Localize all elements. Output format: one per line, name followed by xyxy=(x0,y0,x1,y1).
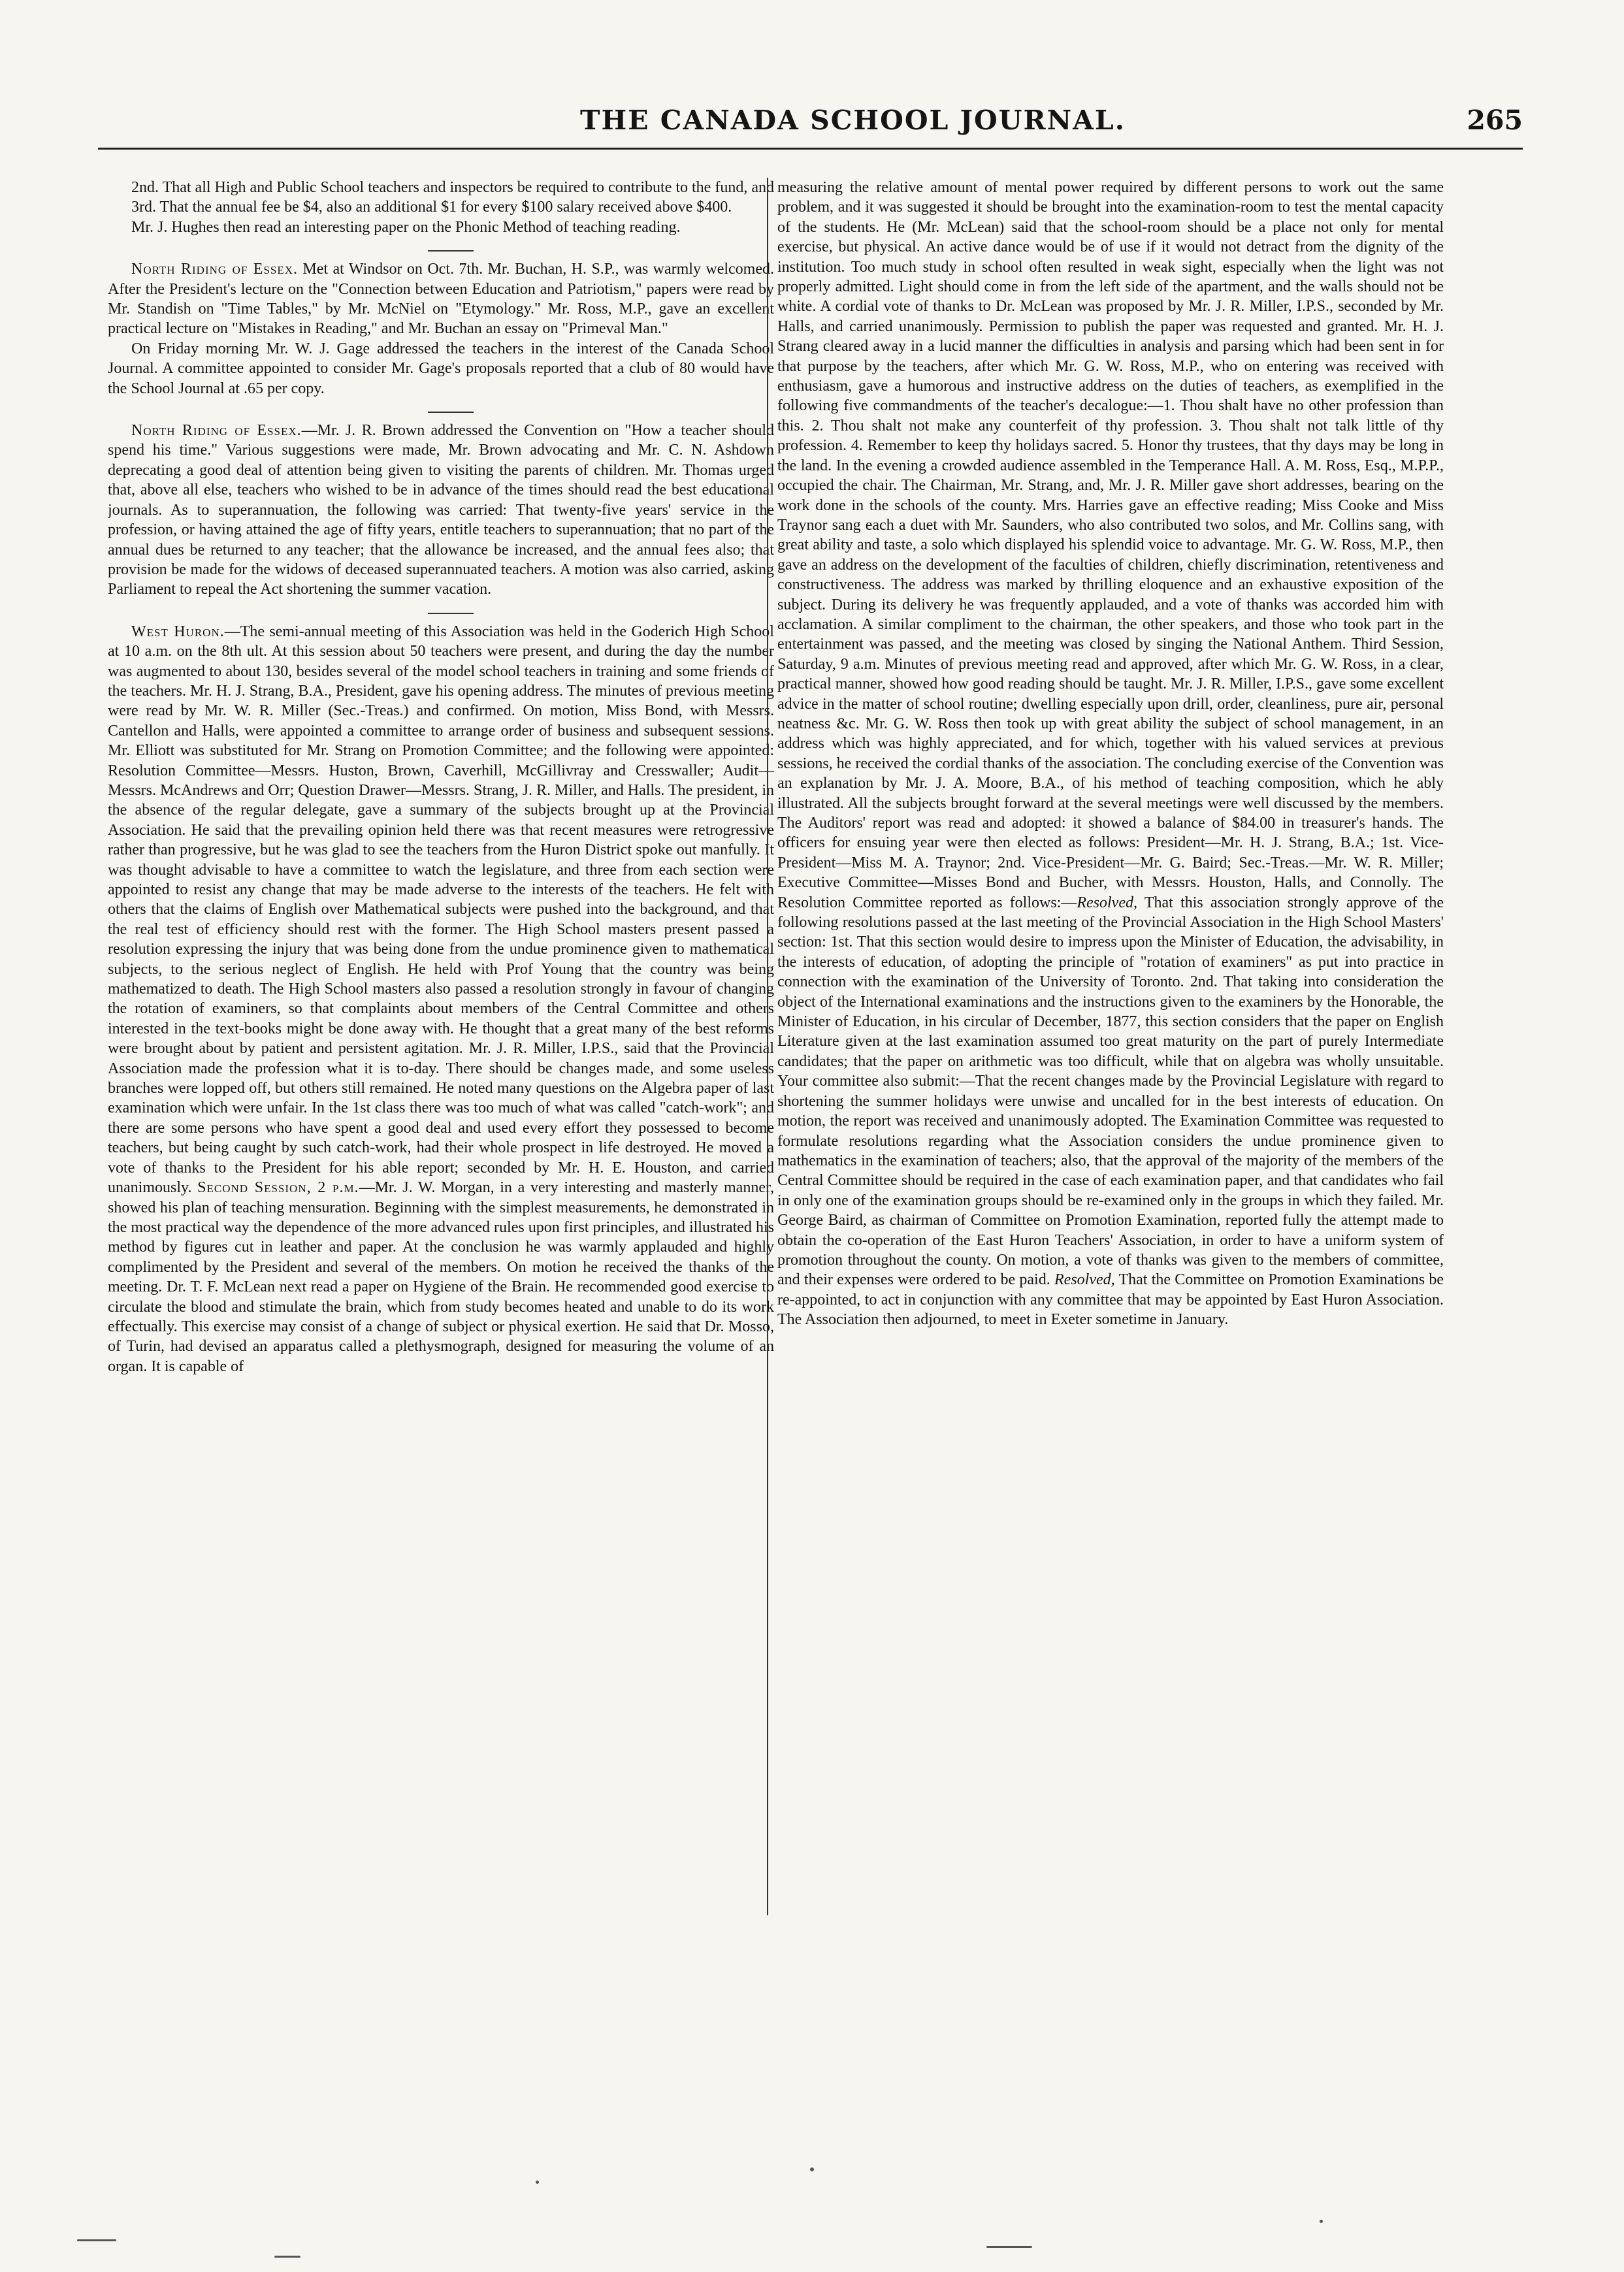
paragraph-body: —Mr. J. W. Morgan, in a very interesting and masterly manner, showed his plan of teaching mensuration. Beginning with the simplest measurements, he demonstrated in the most practical way the dependence of the more advanced rules upon first principles, and illustrated his method by figures cut in leather and paper. At the conclusion he was warmly applauded and highly complimented by the President and several of the members. On motion he received the thanks of the meeting. Dr. T. F. McLean next read a paper on Hygiene of the Brain. He recommended good exercise to circulate the blood and stimulate the brain, which from study becomes heated and unable to do its work effectually. This exercise may consist of a change of subject or physical exertion. He said that Dr. Mosso, of Turin, had devised an apparatus called a plethysmograph, designed for measuring the volume of an organ. It is capable of xyxy=(108,1179,774,1375)
scan-speck xyxy=(536,2181,539,2184)
section-heading: North Riding of Essex. xyxy=(131,422,302,440)
west-huron-report xyxy=(108,613,774,1376)
paragraph-body: That this association strongly approve of the following resolutions passed at the last meeting of the Provincial Association in the High School Masters' section: 1st. That this section would desire to impress upon the Minister of Education, the advisability, in the interests of education, of adopting the principle of "rotation of examiners" as put into practice in connection with the examination of the University of Toronto. 2nd. That taking into consideration the object of the International examinations and the instructions given to the examiners by the Honorable, the Minister of Education, in his circular of December, 1877, this section considers that the paper on English Literature given at the last examination assumed too great maturity on the part of purely Intermediate candidates; that the paper on arithmetic was too difficult, while that on algebra was wholly unsuitable. Your committee also submit:—That the recent changes made by the Provincial Legislature with regard to shortening the summer holidays were unwise and uncalled for in the best interests of education. On motion, the report was received and unanimously adopted. The Examination Committee was requested to formulate resolutions regarding what the Association considers the undue prominence given to mathematics in the examination of teachers; also, that the approval of the majority of the members of the Central Committee should be required in the case of each examination paper, and that candidates who fail in only one of the examination groups should be re-examined only in the groups in which they failed. Mr. George Baird, as chairman of Committee on Promotion Examination, reported fully the attempt made to obtain the co-operation of the East Huron Teachers' Association, in order to have a uniform system of promotion throughout the county. On motion, a vote of thanks was given to the members of committee, and their expenses were ordered to be paid. xyxy=(777,894,1444,1289)
paragraph xyxy=(108,421,774,600)
paragraph-body: —The semi-annual meeting of this Association was held in the Goderich High School at 10 a.m. on the 8th ult. At this session about 50 teachers were present, and during the day the number was augmented to about 130, besides several of the model school teachers in training and some friends of the teachers. Mr. H. J. Strang, B.A., President, gave his opening address. The minutes of previous meeting were read by Mr. W. R. Miller (Sec.-Treas.) and confirmed. On motion, Miss Bond, with Messrs. Cantellon and Halls, were appointed a committee to arrange order of business and subsequent sessions. Mr. Elliott was substituted for Mr. Strang on Promotion Committee; and the following were appointed: Resolution Committee—Messrs. Huston, Brown, Caverhill, McGillivray and Cresswaller; Audit—Messrs. McAndrews and Orr; Question Drawer—Messrs. Strang, J. R. Miller, and Halls. The president, in the absence of the regular delegate, gave a summary of the subjects brought up at the Provincial Association. He said that the prevailing opinion held there was that recent measures were retrogressive rather than progressive, but he was glad to see the teachers from the Huron District spoke out manfully. It was thought advisable to have a committee to watch the legislature, and three from each section were appointed to resist any change that may be made adverse to the interests of the teachers. He felt with others that the claims of English over Mathematical subjects were pushed into the background, and that the real test of efficiency should rest with the former. The High School masters present passed a resolution expressing the injury that was being done from the undue prominence given to mathematical subjects, to the serious neglect of English. He held with Prof Young that the country was being mathematized to death. The High School masters also passed a resolution strongly in favour of changing the rotation of examiners, so that complaints about members of the Central Committee and others interested in the text-books might be done away with. He thought that a great many of the best reforms were brought about by patient and persistent agitation. Mr. J. R. Miller, I.P.S., said that the Provincial Association made the profession what it is to-day. There should be changes made, and some useless branches were lopped off, but others still remained. He noted many questions on the Algebra paper of last examination which were unfair. In the 1st class there was too much of what was called "catch-work"; and there are some persons who have spent a good deal and used every effort they possessed to become teachers, but being caught by such catch-work, had their whole prospect in life destroyed. He moved a vote of thanks to the President for his able report; seconded by Mr. H. E. Houston, and carried unanimously. xyxy=(108,623,774,1197)
north-riding-essex-convention xyxy=(108,412,774,600)
north-riding-essex-report xyxy=(108,250,774,398)
paragraph: 3rd. That the annual fee be $4, also an additional $1 for every $100 salary received above $400. xyxy=(131,199,732,216)
paragraph-body: Met at Windsor on Oct. 7th. Mr. Buchan, H. S.P., was warmly welcomed. After the President's lecture on the "Connection between Education and Patriotism," papers were read by Mr. Standish on "Time Tables," by Mr. McNiel on "Etymology." Mr. Ross, M.P., gave an excellent practical lecture on "Mistakes in Reading," and Mr. Buchan an essay on "Primeval Man." xyxy=(108,261,774,338)
paragraph xyxy=(108,259,774,339)
right-column xyxy=(777,178,1444,2059)
paragraph: On Friday morning Mr. W. J. Gage addressed the teachers in the interest of the Canada School Journal. A committee appointed to consider Mr. Gage's proposals reported that a club of 80 would have the School Journal at .65 per copy. xyxy=(108,340,774,397)
section-heading: North Riding of Essex. xyxy=(131,261,298,278)
scan-speck xyxy=(77,2239,116,2241)
scan-speck xyxy=(986,2246,1032,2248)
paragraph-body: That the Committee on Promotion Examinations be re-appointed, to act in conjunction with any committee that may be appointed by East Huron Association. The Association then adjourned, to meet in Exeter sometime in January. xyxy=(777,1271,1444,1329)
paragraph: Mr. J. Hughes then read an interesting paper on the Phonic Method of teaching reading. xyxy=(131,218,681,236)
scan-speck xyxy=(274,2256,300,2258)
paragraph-body: measuring the relative amount of mental power required by different persons to work out the same problem, and it was suggested it should be brought into the examination-room to test the mental capacity of the students. He (Mr. McLean) said that the school-room should be a place not only for mental exercise, but physical. An active dance would be of use if it would not detract from the dignity of the institution. Too much study in school often resulted in weak sight, especially when the light was not properly admitted. Light should come in from the left side of the apartment, and the walls should not be white. A cordial vote of thanks to Dr. McLean was proposed by Mr. J. R. Miller, I.P.S., seconded by Mr. Halls, and carried unanimously. Permission to publish the paper was requested and granted. Mr. H. J. Strang cleared away in a lucid manner the difficulties in analysis and parsing which had been sent in for that purpose by the teachers, after which Mr. G. W. Ross, M.P., who on entering was received with enthusiasm, gave a humorous and instructive address on the duties of teachers, as exemplified in the following five commandments of the teacher's decalogue:—1. Thou shalt have no other profession than this. 2. Thou shalt not make any counterfeit of thy profession. 3. Thou shalt not talk little of thy profession. 4. Remember to keep thy holidays sacred. 5. Honor thy trustees, that thy days may be long in the land. In the evening a crowded audience assembled in the Temperance Hall. A. M. Ross, Esq., M.P.P., occupied the chair. The Chairman, Mr. Strang, and, Mr. J. R. Miller gave short addresses, bearing on the work done in the schools of the county. Mrs. Harries gave an effective reading; Miss Cooke and Miss Traynor sang each a duet with Mr. Saunders, who also contributed two solos, and Mr. Collins sang, with great ability and taste, a solo which displayed his splendid voice to advantage. Mr. G. W. Ross, M.P., then gave an address on the development of the faculties of children, chiefly discrimination, retentiveness and constructiveness. The address was marked by thrilling eloquence and an exhaustive exposition of the subject. During its delivery he was frequently applauded, and a vote of thanks was accorded him with acclamation. A similar compliment to the chairman, the other speakers, and those who took part in the entertainment was passed, and the meeting was closed by singing the National Anthem. Third Session, Saturday, 9 a.m. Minutes of previous meeting read and approved, after which Mr. G. W. Ross, in a clear, practical manner, showed how good reading should be taught. Mr. J. R. Miller, I.P.S., gave some excellent advice in the matter of school routine; dwelling especially upon drill, order, cleanliness, pure air, personal neatness &c. Mr. G. W. Ross then took up with great ability the subject of school management, in an address which was highly appreciated, and for which, together with his valued services at previous sessions, he received the cordial thanks of the association. The concluding exercise of the Convention was an explanation by Mr. J. A. Moore, B.A., of his method of teaching composition, which he ably illustrated. All the subjects brought forward at the several meetings were well discussed by the members. The Auditors' report was read and adopted: it showed a balance of $84.00 in treasurer's hands. The officers for ensuing year were then elected as follows: President—Mr. H. J. Strang, B.A.; 1st. Vice-President—Miss M. A. Traynor; 2nd. Vice-President—Mr. G. Baird; Sec.-Treas.—Mr. W. R. Miller; Executive Committee—Misses Bond and Bucher, with Messrs. Houston, Halls, and Connolly. The Resolution Committee reported as follows:— xyxy=(777,179,1444,911)
column-divider xyxy=(767,178,768,1915)
journal-title: THE CANADA SCHOOL JOURNAL. xyxy=(580,105,1126,136)
pension-fund-resolutions xyxy=(108,178,774,237)
section-heading: West Huron. xyxy=(131,623,225,640)
scan-speck xyxy=(810,2167,814,2171)
page-number: 265 xyxy=(1467,105,1523,136)
scan-speck xyxy=(1320,2220,1323,2223)
session-label: Second Session, 2 p.m. xyxy=(197,1179,359,1197)
resolved-label: Resolved, xyxy=(1077,894,1137,911)
paragraph xyxy=(777,178,1444,1330)
scan-specks xyxy=(0,2141,1624,2272)
page-header xyxy=(183,98,1523,144)
header-rule xyxy=(98,148,1523,150)
paragraph-body: —Mr. J. R. Brown addressed the Convention on "How a teacher should spend his time." Various suggestions were made, Mr. Brown advocating and Mr. C. N. Ashdown deprecating a good deal of attention being given to visiting the parents of children. Mr. Thomas urged that, above all else, teachers who wished to be in advance of the times should read the best educational journals. As to superannuation, the following was carried: That twenty-five years' service in the profession, or having attained the age of fifty years, entitle teachers to superannuation; that no part of the annual dues be returned to any teacher; that the allowance be increased, and the annual fees also; that provision be made for the widows of deceased superannuated teachers. A motion was also carried, asking Parliament to repeal the Act shortening the summer vacation. xyxy=(108,422,774,598)
resolved-label: Resolved, xyxy=(1054,1271,1115,1289)
left-column xyxy=(108,178,774,2059)
paragraph: 2nd. That all High and Public School teachers and inspectors be required to contribute to the fund, and xyxy=(131,179,774,196)
paragraph xyxy=(108,622,774,1376)
